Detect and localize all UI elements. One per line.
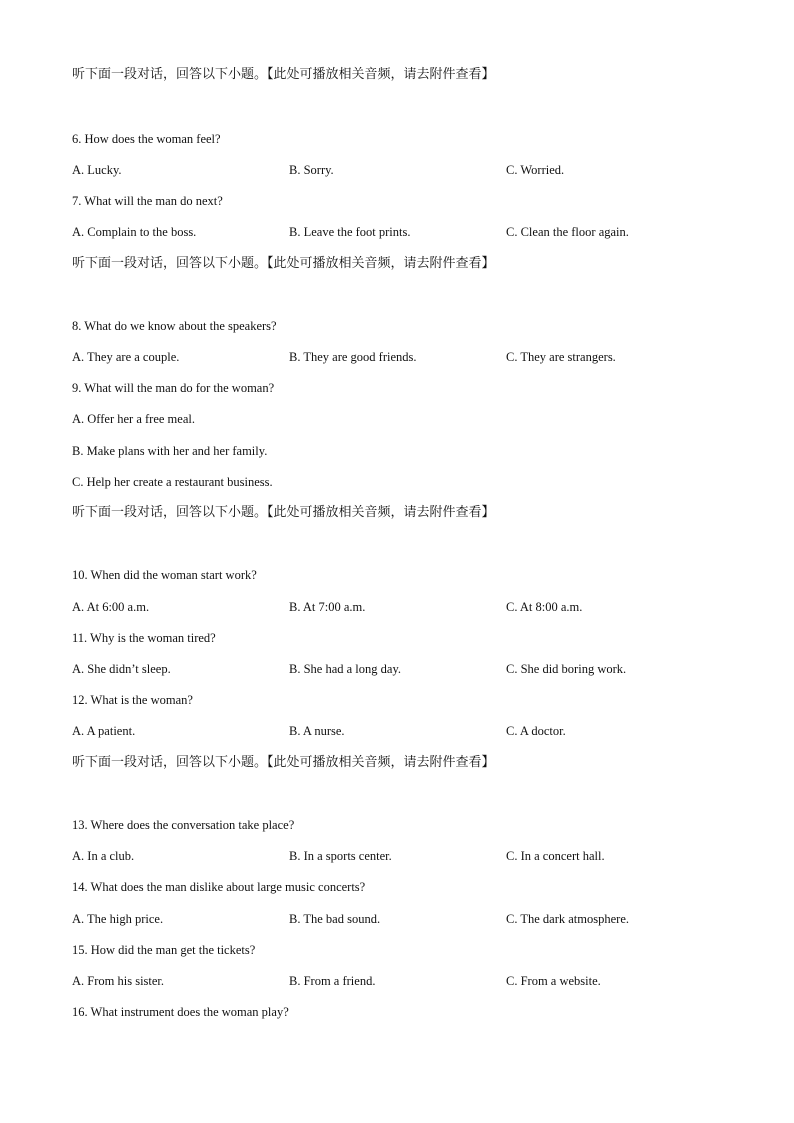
question-6: 6. How does the woman feel? bbox=[72, 132, 221, 146]
option-9c: C. Help her create a restaurant business. bbox=[72, 475, 273, 489]
option-7c: C. Clean the floor again. bbox=[506, 225, 629, 239]
listening-instruction: 听下面一段对话，回答以下小题。【此处可播放相关音频，请去附件查看】 bbox=[72, 67, 495, 82]
question-14: 14. What does the man dislike about large music concerts? bbox=[72, 880, 366, 894]
option-8a: A. They are a couple. bbox=[72, 350, 180, 364]
option-11a: A. She didn’t sleep. bbox=[72, 662, 171, 676]
option-10a: A. At 6:00 a.m. bbox=[72, 600, 150, 614]
question-16: 16. What instrument does the woman play? bbox=[72, 1005, 289, 1019]
question-13: 13. Where does the conversation take place? bbox=[72, 818, 295, 832]
option-6b: B. Sorry. bbox=[289, 163, 334, 177]
option-11b: B. She had a long day. bbox=[289, 662, 402, 676]
option-11c: C. She did boring work. bbox=[506, 662, 627, 676]
option-15b: B. From a friend. bbox=[289, 974, 376, 988]
option-15a: A. From his sister. bbox=[72, 974, 165, 988]
option-10b: B. At 7:00 a.m. bbox=[289, 600, 366, 614]
option-13b: B. In a sports center. bbox=[289, 849, 392, 863]
option-14b: B. The bad sound. bbox=[289, 912, 381, 926]
question-15: 15. How did the man get the tickets? bbox=[72, 943, 256, 957]
option-9a: A. Offer her a free meal. bbox=[72, 412, 195, 426]
option-14a: A. The high price. bbox=[72, 912, 164, 926]
option-10c: C. At 8:00 a.m. bbox=[506, 600, 583, 614]
option-7a: A. Complain to the boss. bbox=[72, 225, 197, 239]
question-9: 9. What will the man do for the woman? bbox=[72, 381, 275, 395]
option-9b: B. Make plans with her and her family. bbox=[72, 444, 268, 458]
option-13c: C. In a concert hall. bbox=[506, 849, 605, 863]
listening-instruction: 听下面一段对话，回答以下小题。【此处可播放相关音频，请去附件查看】 bbox=[72, 505, 495, 520]
option-12a: A. A patient. bbox=[72, 724, 136, 738]
listening-instruction: 听下面一段对话，回答以下小题。【此处可播放相关音频，请去附件查看】 bbox=[72, 755, 495, 770]
option-12b: B. A nurse. bbox=[289, 724, 345, 738]
question-7: 7. What will the man do next? bbox=[72, 194, 223, 208]
option-14c: C. The dark atmosphere. bbox=[506, 912, 629, 926]
question-11: 11. Why is the woman tired? bbox=[72, 631, 216, 645]
listening-instruction: 听下面一段对话，回答以下小题。【此处可播放相关音频，请去附件查看】 bbox=[72, 256, 495, 271]
question-12: 12. What is the woman? bbox=[72, 693, 193, 707]
question-10: 10. When did the woman start work? bbox=[72, 568, 257, 582]
option-8b: B. They are good friends. bbox=[289, 350, 417, 364]
option-8c: C. They are strangers. bbox=[506, 350, 616, 364]
question-8: 8. What do we know about the speakers? bbox=[72, 319, 277, 333]
option-12c: C. A doctor. bbox=[506, 724, 566, 738]
option-13a: A. In a club. bbox=[72, 849, 135, 863]
option-15c: C. From a website. bbox=[506, 974, 601, 988]
option-7b: B. Leave the foot prints. bbox=[289, 225, 411, 239]
option-6a: A. Lucky. bbox=[72, 163, 122, 177]
option-6c: C. Worried. bbox=[506, 163, 565, 177]
